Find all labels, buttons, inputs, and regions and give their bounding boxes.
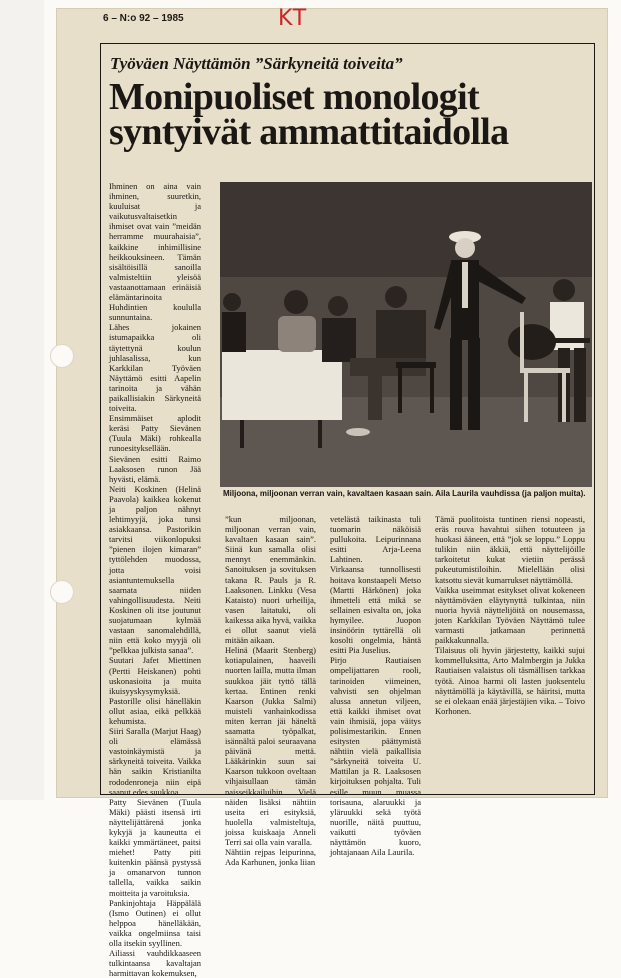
article-headline: Monipuoliset monologit syntyivät ammattitaidolla [109,76,509,153]
article-column-2: ”kun miljoonan, miljoonan verran vain, kavaltaen kasaan sain”. Siinä kun samalla olisi mennyt enemmänkin. Sanoituksen ja sovituksen takana R. Pauls ja R. Laaksonen. Linkku (Vesa Kataisto) nuori urheilija, vasen laitatuki, oli kaikessa aika hyvä, vaikka ei ollut saanut vielä mitään aikaan. Helinä (Maarit Stenberg) kotiapulainen, haaveili nuorten lailla, mutta ilman suukkoa jäit tyttö tällä kertaa. Entinen renki Kaarson (Jukka Salmi) muisteli vanhainkodissa miten kerran jäi häneltä saamatta työpalkat, isännältä paloi seuraavana päivänä mettä. Lääkärinkin suun sai Kaarson tukkoon oveltaan vihjaisullaan tämän naisseikkailuihin. Vielä näiden lisäksi nähtiin useita eri esityksiä, huolella valmisteltuja, joissa kuiskaaja Anneli Terri sai olla vain varalla. Nähtiin rejpas leipurinna, Ada Karhunen, jonka liian [225,514,316,868]
page-header: 6 – N:o 92 – 1985 [103,13,184,24]
article-column-1: Ihminen on aina vain ihminen, suuretkin, kuuluisat ja vaikutusvaltaisetkin ihmiset ovat vain ”meidän herramme muurahaisia”, kaikkine inhimillisine heikkouksineen. Tämän sisältöisillä sanoilla valmisteltiin yleisöä vastaanottamaan erinäisiä elämäntarinoita Huhdintien koululla sunnuntaina. Lähes jokainen istumapaikka oli täytettynä koulun juhlasalissa, kun Karkkilan Työväen Näyttämö esitti Aapelin tarinoita ja vähän paikallisiakin Särkyneitä toiveita. Ensimmäiset aplodit keräsi Patty Sievänen (Tuula Mäki) rohkealla runoesityksellään. Sievänen esitti Raimo Laaksosen runon Jää hyvästi, elämä. Neiti Koskinen (Helinä Paavola) kaikkea kokenut ja paljon nähnyt lehtimyyjä, joka tunsi asiakkaansa. Pastorikin tarvitsi viikonlopuksi ”pienen ilojen kimaran” tyttölehden muodossa, jotta voisi asiantuntemuksella saarnata niiden vahingollisuudesta. Neiti Koskinen oli itse joutunut suojatumaan kylmää vastaan sanomalehdillä, niin että koko myyjä oli ”pelkkaa julkista sanaa”. Suutari Jafet Miettinen (Pertti Heiskanen) pohti uskonasioita ja muita ikuisyyskysymyksiä. Pastorille olisi hänelläkin ollut asiaa, eikä pelkkää kehumista. Siiri Saralla (Marjut Haag) oli elämässä vastoinkäymistä ja särkyneitä toiveita. Vaikka hän saikin Kristianilta rododenroneja niin eipä saanut edes suukkoa. Patty Sievänen (Tuula Mäki) päästi itsensä irti näyttelijättärenä jonka kykyjä ja kauneutta ei kaikki ymmärtäneet, paitsi miehet! Patty piti kuitenkin päänsä pystyssä ja omanarvon tunnon tallella, vaikka saikin moitteita ja varoituksia. Pankinjohtaja Häppälälä (Ismo Outinen) ei ollut helppoa hänelläkään, vaikka ongelmiinsa taisi olla itsekin syyllinen. Ailiassi vauhdikkaaseen tulkintaansa kavaltajan harmittavan kokemuksen, [109,181,201,978]
punch-hole [50,580,74,604]
article-column-4: Tämä puolitoista tuntinen riensi nopeasti, eräs rouva havahtui siihen totuuteen ja huokasi ääneen, että ”jok se loppu.” Loppu tulikin niin äkkiä, että näyttelijöille tarkoitetut kukat vietiin perässä pukeutumistiloihin. Mielellään olisi katsottu sievät kumarrukset näyttämöllä. Vaikka useimmat esitykset olivat kokeneen näyttämöväen eläytynyttä tulkintaa, niin nuoria hyviä näyttelijöitä on nousemassa, joten Karkkilan Työväen Näyttämö tulee varmasti jatkamaan perinnettä paikkakunnalla. Tilaisuus oli hyvin järjestetty, kaikki sujui kommelluksitta, Arto Malmbergin ja Jukka Rautiaisen valaistus oli täsmällisen tarkkaa työtä. Ainoa harmi oli lasten juoksentelu näyttämöllä ja käytävillä, se häiritsi, mutta se ei olekaan enää järjestäjien vika. – Toivo Korhonen. [435,514,585,716]
article-column-3: vetelästä taikinasta tuli tuomarin näköisiä pullukoita. Leipurinnana esitti Arja-Leena Lahtinen. Virkaansa tunnollisesti hoitava konstaapeli Metso (Martti Härkönen) joka ihmetteli että mikä se sellainen esivalta on, joka hymyilee. Juopon insinöörin tyttärellä oli kosolti ongelmia, häntä esitti Pia Juselius. Pirjo Rautiaisen ompelijattaren rooli, tarinoiden viimeinen, vahvisti sen ohjelman alussa annetun viljeen, että kaikki ihmiset ovat vain ihmisiä, jopa väitys polisimestarikin. Ennen esitysten päättymistä nähtiin vielä paikallisia ”särkyneitä toiveita U. Mattilan ja R. Laaksosen kirjoituksen pohjalta. Tuli esille muun muassa torisauna, alaruukki ja yläruukki sekä työtä nuorille, näitä puuttuu, vaikutti työväen näyttämön kuoro, johtajanaan Aila Laurila. [330,514,421,858]
handwritten-mark: KT [278,6,309,31]
stage-photo [220,182,592,487]
scan-margin [0,0,44,800]
photo-caption: Miljoona, miljoonan verran vain, kavaltaen kasaan sain. Aila Laurila vauhdissa (ja paljon muita). [223,489,586,498]
punch-hole [50,344,74,368]
article [100,43,595,978]
photo-backdrop [220,182,592,277]
article-kicker: Työväen Näyttämön ”Särkyneitä toiveita” [110,54,403,73]
